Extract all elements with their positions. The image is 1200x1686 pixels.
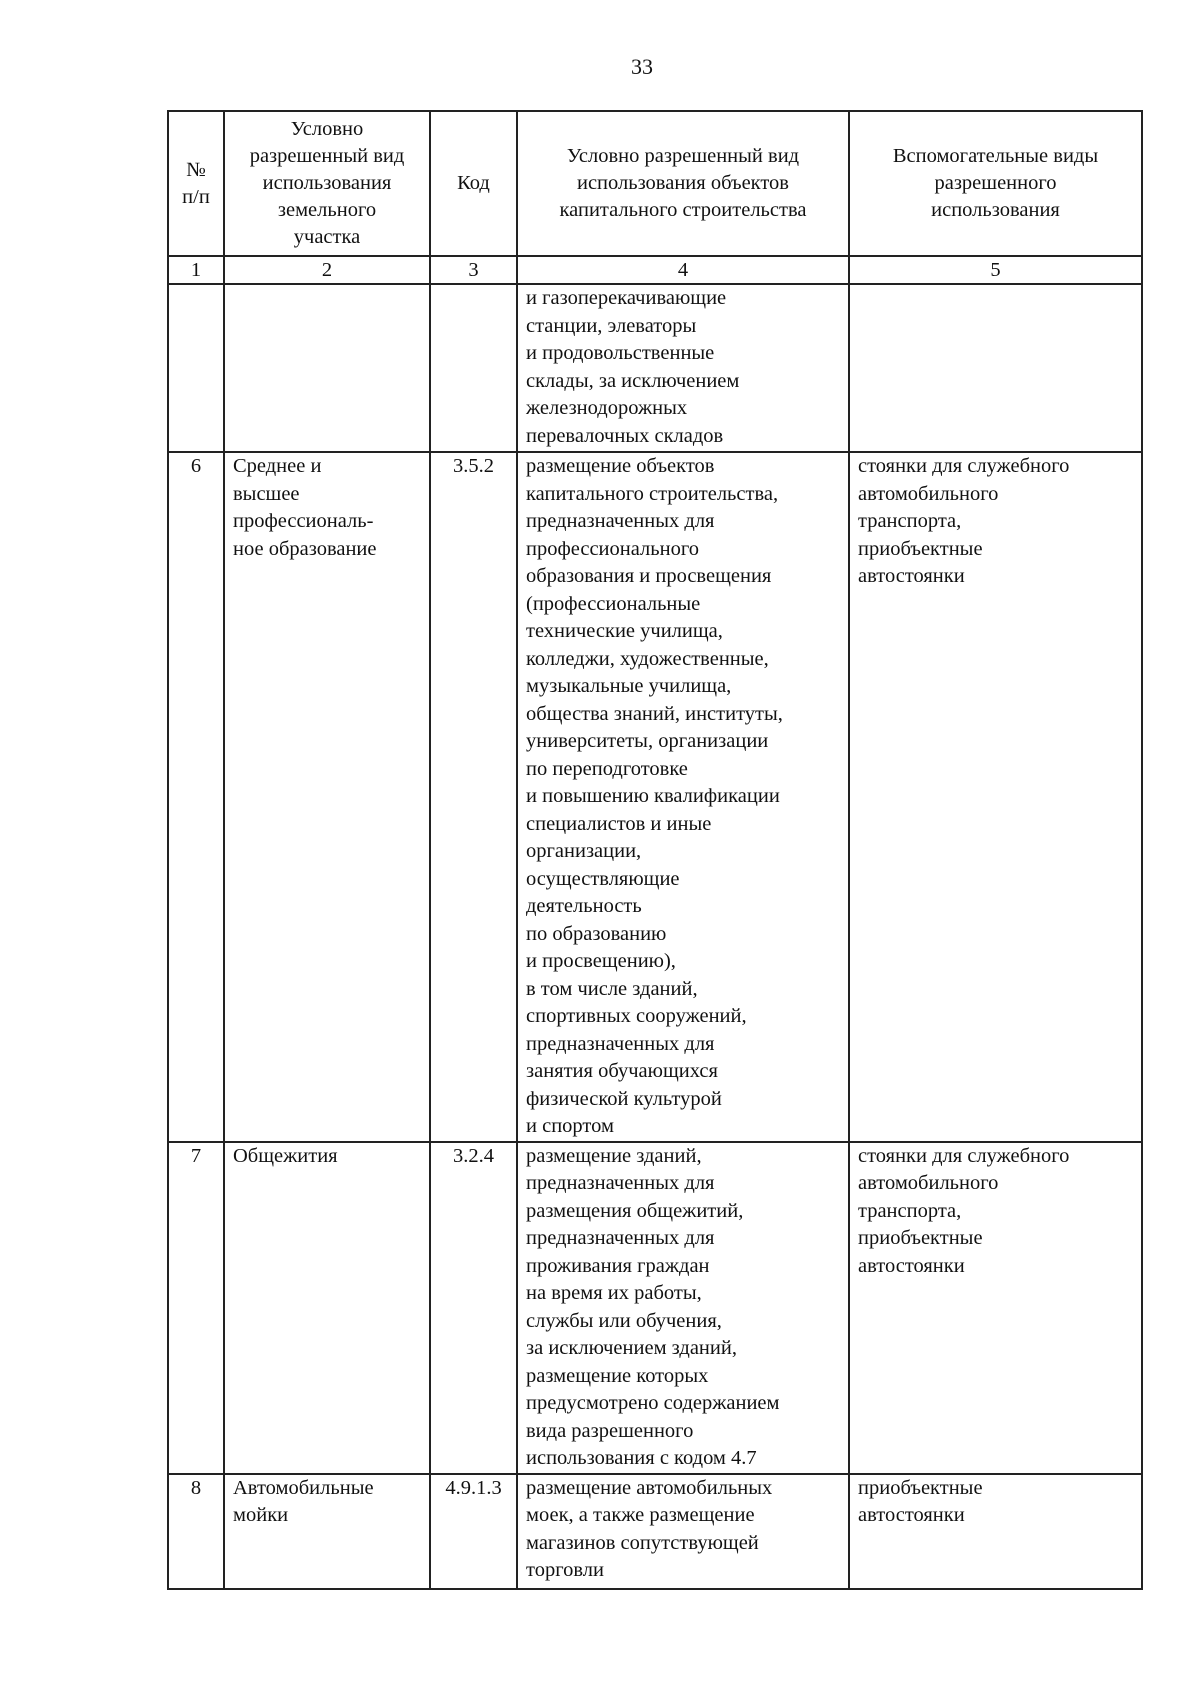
header-number: № п/п bbox=[168, 111, 224, 256]
row-auxiliary: приобъектные автостоянки bbox=[849, 1474, 1142, 1589]
row-auxiliary: стоянки для служебного автомобильного транспорта, приобъектные автостоянки bbox=[849, 1142, 1142, 1474]
row-number: 6 bbox=[168, 452, 224, 1142]
header-auxiliary-use: Вспомогательные виды разрешенного использования bbox=[849, 111, 1142, 256]
row-number: 8 bbox=[168, 1474, 224, 1589]
row-auxiliary bbox=[849, 284, 1142, 452]
page-number: 33 bbox=[631, 54, 653, 79]
header-construction-use: Условно разрешенный вид использования объектов капитального строительства bbox=[517, 111, 849, 256]
row-code bbox=[430, 284, 517, 452]
column-number: 1 bbox=[168, 256, 224, 284]
column-number: 5 bbox=[849, 256, 1142, 284]
row-land-use: Общежития bbox=[224, 1142, 430, 1474]
row-number bbox=[168, 284, 224, 452]
row-description: и газоперекачивающие станции, элеваторы и продовольственные склады, за исключением железнодорожных перевалочных складов bbox=[517, 284, 849, 452]
row-code: 3.5.2 bbox=[430, 452, 517, 1142]
column-number: 3 bbox=[430, 256, 517, 284]
header-land-use: Условно разрешенный вид использования земельного участка bbox=[224, 111, 430, 256]
table-row bbox=[168, 284, 1142, 452]
row-land-use: Автомобильные мойки bbox=[224, 1474, 430, 1589]
row-auxiliary: стоянки для служебного автомобильного транспорта, приобъектные автостоянки bbox=[849, 452, 1142, 1142]
column-number: 2 bbox=[224, 256, 430, 284]
table-row bbox=[168, 452, 1142, 1142]
row-number: 7 bbox=[168, 1142, 224, 1474]
row-land-use: Среднее и высшее профессиональ- ное образование bbox=[224, 452, 430, 1142]
row-code: 4.9.1.3 bbox=[430, 1474, 517, 1589]
row-code: 3.2.4 bbox=[430, 1142, 517, 1474]
table-row bbox=[168, 1142, 1142, 1474]
row-land-use bbox=[224, 284, 430, 452]
row-description: размещение автомобильных моек, а также размещение магазинов сопутствующей торговли bbox=[517, 1474, 849, 1589]
table-row bbox=[168, 1474, 1142, 1589]
column-number: 4 bbox=[517, 256, 849, 284]
column-number-row bbox=[168, 256, 1142, 284]
table-header-row bbox=[168, 111, 1142, 256]
row-description: размещение объектов капитального строительства, предназначенных для профессионального образования и просвещения (профессиональные технические училища, колледжи, художественные, музыкальные училища, общества знаний, институты, университеты, организации по переподготовке и повышению квалификации специалистов и иные организации, осуществляющие деятельность по образованию и просвещению), в том числе зданий, спортивных сооружений, предназначенных для занятия обучающихся физической культурой и спортом bbox=[517, 452, 849, 1142]
land-use-table bbox=[167, 110, 1143, 1590]
row-description: размещение зданий, предназначенных для размещения общежитий, предназначенных для проживания граждан на время их работы, службы или обучения, за исключением зданий, размещение которых предусмотрено содержанием вида разрешенного использования с кодом 4.7 bbox=[517, 1142, 849, 1474]
header-code: Код bbox=[430, 111, 517, 256]
